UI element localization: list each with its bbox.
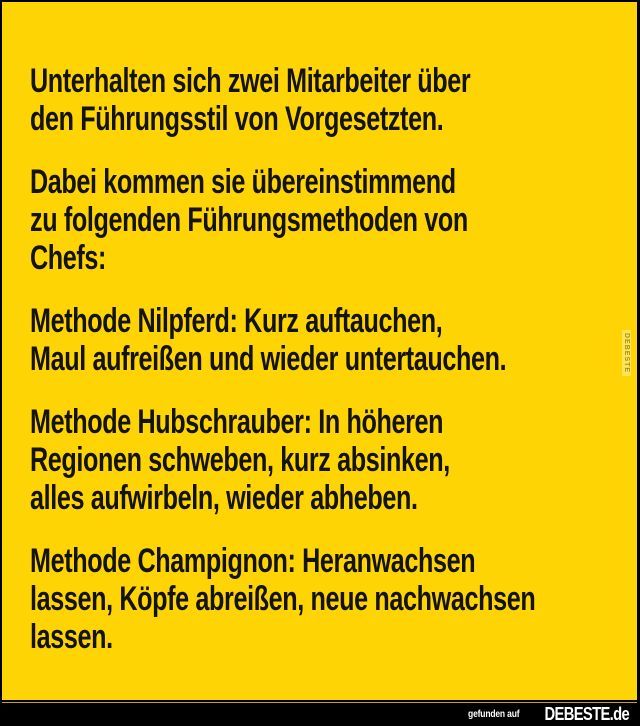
text-line: zu folgenden Führungsmethoden von <box>30 201 468 239</box>
text-line: Dabei kommen sie übereinstimmend <box>30 163 456 201</box>
text-line: Methode Hubschrauber: In höheren <box>30 403 444 441</box>
side-watermark: DEBESTE <box>622 330 631 376</box>
footer-brand-logo: DEBESTE.de <box>544 703 629 724</box>
text-line: Methode Champignon: Heranwachsen <box>30 542 476 580</box>
paragraph <box>30 542 637 656</box>
footer-bar <box>2 703 637 726</box>
text-line: lassen, Köpfe abreißen, neue nachwachsen <box>30 580 536 618</box>
text-line: lassen. <box>30 618 113 656</box>
text-line: Maul aufreißen und wieder untertauchen. <box>30 340 507 378</box>
footer-caption: gefunden auf <box>467 709 519 720</box>
text-line: Regionen schweben, kurz absinken, <box>30 441 450 479</box>
paragraph <box>30 403 637 517</box>
text-line: Chefs: <box>30 239 107 277</box>
paragraph <box>30 302 637 378</box>
joke-text-block <box>2 2 637 700</box>
paragraph <box>30 62 637 138</box>
text-line: alles aufwirbeln, wieder abheben. <box>30 479 418 517</box>
text-line: Methode Nilpferd: Kurz auftauchen, <box>30 302 443 340</box>
text-line: den Führungsstil von Vorgesetzten. <box>30 100 444 138</box>
paragraph <box>30 163 637 277</box>
text-line: Unterhalten sich zwei Mitarbeiter über <box>30 62 471 100</box>
